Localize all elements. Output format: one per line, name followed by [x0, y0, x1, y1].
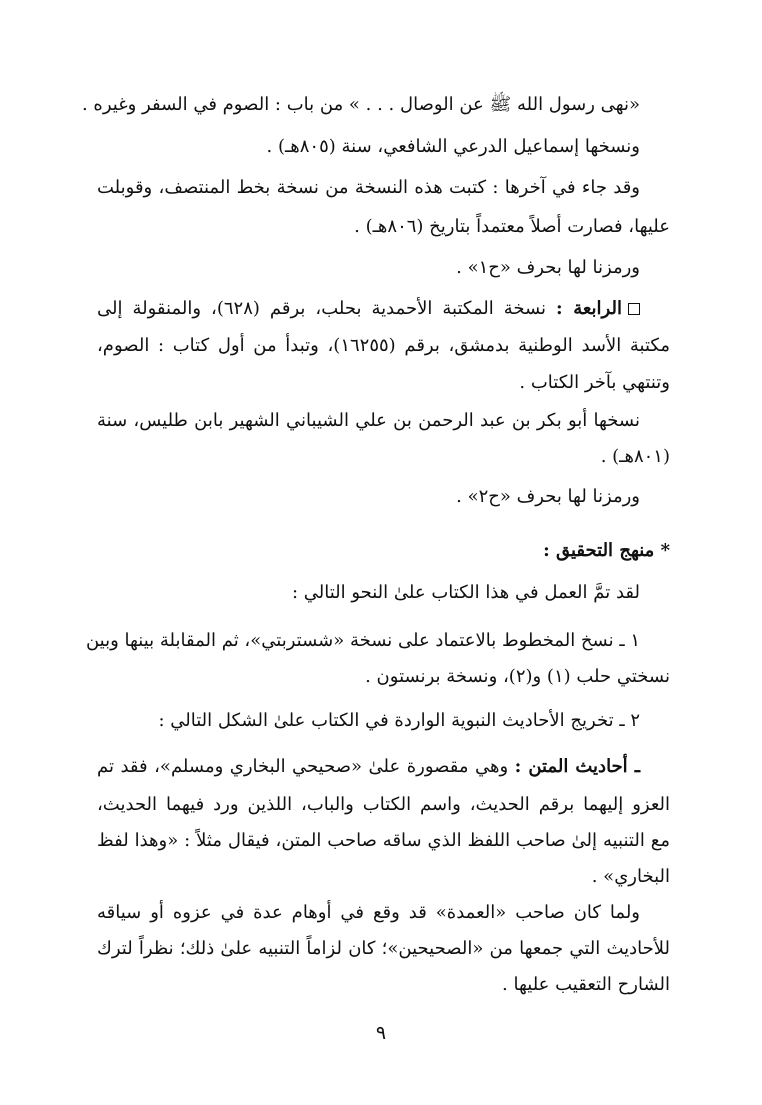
- text-line: الشارح التعقيب عليها .: [502, 974, 670, 995]
- ahadith-text: وهي مقصورة علىٰ «صحيحي البخاري ومسلم»، فقد تم: [97, 756, 515, 777]
- text-line: البخاري» .: [591, 866, 670, 887]
- text-line: وقد جاء في آخرها : كتبت هذه النسخة من نسخة بخط المنتصف، وقوبلت: [97, 177, 640, 198]
- text-line: لقد تمَّ العمل في هذا الكتاب علىٰ النحو التالي :: [291, 582, 640, 603]
- text-line: وتنتهي بآخر الكتاب .: [519, 372, 670, 393]
- ahadith-label: ـ أحاديث المتن :: [514, 756, 640, 777]
- text-line: [97, 294, 670, 324]
- text-line: ورمزنا لها بحرف «ح٢» .: [456, 486, 640, 507]
- text-line: ١ ـ نسخ المخطوط بالاعتماد على نسخة «شستربتي»، ثم المقابلة بينها وبين: [85, 630, 640, 651]
- page-number: ٩: [375, 1022, 387, 1044]
- text-line: ٢ ـ تخريج الأحاديث النبوية الواردة في الكتاب علىٰ الشكل التالي :: [158, 710, 640, 731]
- text-line: العزو إليهما برقم الحديث، واسم الكتاب والباب، اللذين ورد فيهما الحديث،: [97, 794, 670, 815]
- text-line: «نهى رسول الله ﷺ عن الوصال . . . » من باب : الصوم في السفر وغيره .: [81, 94, 640, 115]
- rabia-text: نسخة المكتبة الأحمدية بحلب، برقم (٦٢٨)، والمنقولة إلى: [97, 298, 557, 319]
- text-line: [97, 752, 670, 782]
- rabia-label: الرابعة :: [556, 298, 622, 319]
- section-heading: * منهج التحقيق :: [543, 540, 670, 561]
- text-line: مكتبة الأسد الوطنية بدمشق، برقم (١٦٢٥٥)، وتبدأ من أول كتاب : الصوم،: [97, 335, 671, 356]
- text-line: ولما كان صاحب «العمدة» قد وقع في أوهام عدة في عزوه أو سياقه: [97, 902, 640, 923]
- text-line: عليها، فصارت أصلاً معتمداً بتاريخ (٨٠٦هـ) .: [354, 216, 670, 237]
- text-line: ورمزنا لها بحرف «ح١» .: [456, 257, 640, 278]
- text-line: نسختي حلب (١) و(٢)، ونسخة برنستون .: [365, 666, 670, 687]
- text-line: ونسخها إسماعيل الدرعي الشافعي، سنة (٨٠٥هـ) .: [266, 136, 640, 157]
- text-line: نسخها أبو بكر بن عبد الرحمن بن علي الشيباني الشهير بابن طليس، سنة: [97, 410, 640, 431]
- text-line: مع التنبيه إلىٰ صاحب اللفظ الذي ساقه صاحب المتن، فيقال مثلاً : «وهذا لفظ: [97, 830, 670, 851]
- text-line: للأحاديث التي جمعها من «الصحيحين»؛ كان لزاماً التنبيه علىٰ ذلك؛ نظراً لترك: [97, 938, 670, 959]
- square-bullet-icon: [628, 303, 640, 315]
- text-line: (٨٠١هـ) .: [600, 446, 670, 467]
